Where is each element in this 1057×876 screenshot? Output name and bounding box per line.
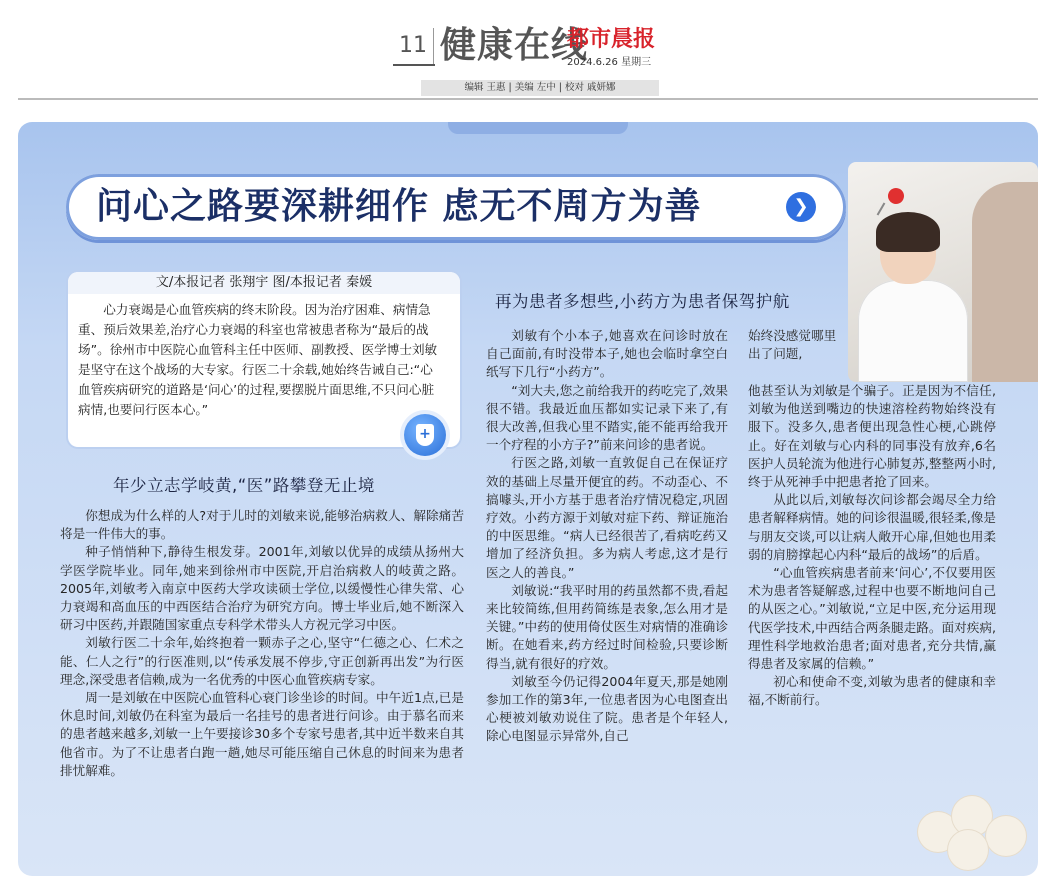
column-3-continuation: 始终没感觉哪里出了问题, <box>748 328 837 362</box>
masthead <box>0 0 1057 110</box>
page-number: 11 <box>393 28 434 64</box>
petal <box>948 830 988 870</box>
editor-credits: 编辑 王惠 | 美编 左中 | 校对 戚妍娜 <box>421 80 659 96</box>
paragraph: 刘敏至今仍记得2004年夏天,那是她刚参加工作的第3年,一位患者因为心电图查出心梗被刘敏劝说住了院。患者是个年轻人,除心电图显示异常外,自己 <box>486 673 728 744</box>
paragraph: 你想成为什么样的人?对于儿时的刘敏来说,能够治病救人、解除痛苦将是一件伟大的事。 <box>60 508 464 542</box>
section-heading-1: 年少立志学岐黄,“医”路攀登无止境 <box>113 476 375 495</box>
column-2 <box>486 327 728 746</box>
paragraph: 初心和使命不变,刘敏为患者的健康和幸福,不断前行。 <box>748 674 996 708</box>
paragraph: 他甚至认为刘敏是个骗子。正是因为不信任,刘敏为他送到嘴边的快速溶栓药物始终没有服下。没多久,患者便出现急性心梗,心跳停止。好在刘敏与心内科的同事没有放弃,6名医护人员轮流为他进行心肺复苏,整整两小时,终于从死神手中把患者抢了回来。 <box>748 383 996 490</box>
patient-figure <box>972 182 1038 382</box>
panel-tab-decoration <box>448 122 628 134</box>
column-1 <box>60 507 464 780</box>
doctor-hair <box>876 212 940 252</box>
paragraph: 种子悄悄种下,静待生根发芽。2001年,刘敏以优异的成绩从扬州大学医学院毕业。同年,她来到徐州市中医院,开启治病救人的岐黄之路。2005年,刘敏考入南京中医药大学攻读硕士学位,以缓慢性心律失常、心力衰竭和高血压的中西医结合治疗为研究方向。博士毕业后,她不断深入研习中医药,并跟随国家重点专科学术带头人方祝元学习中医。 <box>60 544 464 633</box>
headline-banner <box>66 174 846 240</box>
doctor-coat <box>858 280 968 382</box>
shield-plus-icon: + <box>419 426 431 442</box>
issue-date: 2024.6.26 星期三 <box>567 57 652 68</box>
paragraph: 从此以后,刘敏每次问诊都会竭尽全力给患者解释病情。她的问诊很温暖,很轻柔,像是与朋友交谈,可以让病人敞开心扉,但她也用柔弱的肩膀撑起心内科“最后的战场”的后盾。 <box>748 492 996 562</box>
flower-decoration <box>908 782 1038 872</box>
petal <box>986 816 1026 856</box>
doctor-photo <box>848 162 1038 382</box>
headline: 问心之路要深耕细作 虑无不周方为善 <box>96 186 702 227</box>
paragraph: 刘敏有个小本子,她喜欢在问诊时放在自己面前,有时没带本子,她也会临时拿空白纸写下几行“小药方”。 <box>486 328 728 380</box>
paragraph: 行医之路,刘敏一直敦促自己在保证疗效的基础上尽量开便宜的药。不动歪心、不搞噱头,开小方基于患者治疗情况稳定,巩固疗效。小药方源于刘敏对症下药、辩证施治的中医思维。“病人已经很苦了,看病吃药又增加了经济负担。多为病人考虑,这才是行医之人的善良。” <box>486 455 728 580</box>
chevron-right-icon: ❯ <box>786 192 816 222</box>
paragraph: 刘敏说:“我平时用的药虽然都不贵,看起来比较简练,但用药简练是表象,怎么用才是关键。”中药的使用倚仗医生对病情的准确诊断。在她看来,药方经过时间检验,只要诊断得当,就有很好的疗效。 <box>486 582 728 671</box>
paragraph: 刘敏行医二十余年,始终抱着一颗赤子之心,坚守“仁德之心、仁术之能、仁人之行”的行医准则,以“传承发展不停步,守正创新再出发”为行医理念,深受患者信赖,成为一名优秀的中医心血管疾病专家。 <box>60 635 464 687</box>
section-title: 健康在线 <box>440 25 589 66</box>
page-number-underline <box>393 64 435 66</box>
byline: 文/本报记者 张翔宇 图/本报记者 秦媛 <box>68 272 460 294</box>
paper-name: 都市晨报 <box>567 27 656 52</box>
section-heading-2: 再为患者多想些,小药方为患者保驾护航 <box>495 292 790 311</box>
header-rule <box>18 98 1038 100</box>
paragraph: 周一是刘敏在中医院心血管科心衰门诊坐诊的时间。中午近1点,已是休息时间,刘敏仍在科室为最后一名挂号的患者进行问诊。由于慕名而来的患者越来越多,刘敏一上午要接诊30多个专家号患者,其中近半数来自其他省市。为了不让患者白跑一趟,她尽可能压缩自己休息的时间来为患者排忧解难。 <box>60 690 464 778</box>
paragraph: “刘大夫,您之前给我开的药吃完了,效果很不错。我最近血压都如实记录下来了,有很大改善,但我心里不踏实,能不能再给我开一个疗程的小方子?”前来问诊的患者说。 <box>486 382 728 453</box>
paragraph: “心血管疾病患者前来‘问心’,不仅要用医术为患者答疑解惑,过程中也要不断地问自己的从医之心。”刘敏说,“立足中医,充分运用现代医学技术,中西结合两条腿走路。面对疾病,理性科学地救治患者;面对患者,充分共情,赢得患者及家属的信赖。” <box>748 565 996 672</box>
article-panel <box>18 122 1038 876</box>
column-3 <box>748 382 996 710</box>
intro-text: 心力衰竭是心血管疾病的终末阶段。因为治疗困难、病情急重、预后效果差,治疗心力衰竭的科室也常被患者称为“最后的战场”。徐州市中医院心血管科主任中医师、副教授、医学博士刘敏是坚守在这个战场的大专家。行医二十余载,她始终告诫自己:“心血管疾病研究的道路是‘问心’的过程,要摆脱片面思维,不只问心脏病情,也要问行医本心。” <box>78 302 438 417</box>
